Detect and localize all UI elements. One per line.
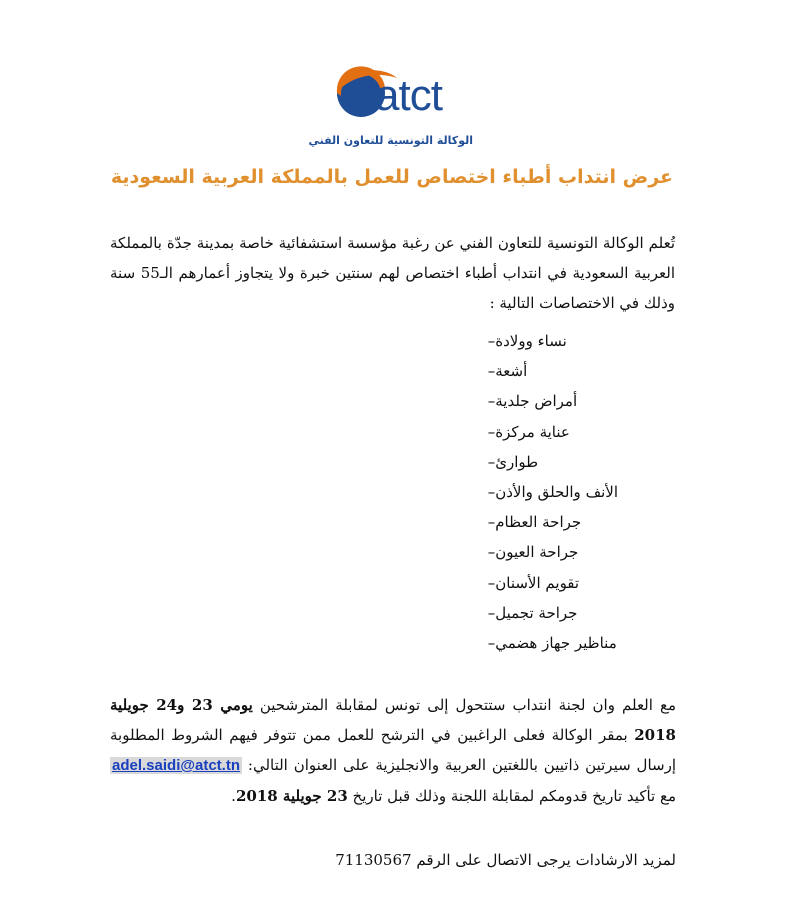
bullet-dash: – [487,422,496,441]
paragraph-text: مع العلم وان لجنة انتداب ستتحول إلى تونس لمقابلة المترشحين [252,696,676,714]
list-item [459,598,618,628]
list-item [459,447,618,477]
list-item [459,326,618,356]
bullet-dash: – [487,633,496,652]
paragraph-text: مع تأكيد تاريخ قدومكم لمقابلة اللجنة وذلك قبل تاريخ [347,787,676,805]
specialty-label: أمراض جلدية [495,392,578,411]
paragraph-text: بمقر الوكالة فعلى الراغبين في الترشح للعمل ممن تتوفر فيهم الشروط المطلوبة إرسال سيرتين ذاتيين باللغتين العربية والانجليزية على العنوان التالي: [110,726,676,774]
specialty-label: جراحة العظام [495,513,582,532]
intro-paragraph: تُعلم الوكالة التونسية للتعاون الفني عن رغبة مؤسسة استشفائية خاصة بمدينة جدّة بالمملكة العربية السعودية في انتداب أطباء اختصاص لهم سنتين خبرة ولا يتجاوز أعمارهم الـ55 سنة وذلك في الاختصاصات التالية : [110,234,676,312]
bullet-dash: – [487,513,496,532]
list-item [459,537,618,567]
list-item [459,386,618,416]
bullet-dash: – [487,362,496,381]
bullet-dash: – [487,573,496,592]
bullet-dash: – [487,392,496,411]
page-title: عرض انتداب أطباء اختصاص للعمل بالمملكة العربية السعودية [110,166,673,188]
specialty-label: جراحة تجميل [495,603,578,622]
list-item [459,417,618,447]
specialty-label: نساء وولادة [495,332,567,351]
list-item [459,477,618,507]
email-link[interactable]: adel.saidi@atct.tn [112,757,240,774]
logo-subtitle: الوكالة التونسية للتعاون الفني [308,134,473,147]
specialties-list [459,326,618,658]
interview-dates: يومي 23 و24 جويلية 2018 [110,696,676,744]
bullet-dash: – [487,603,496,622]
specialty-label: تقويم الأسنان [495,573,580,592]
atct-logo [308,38,475,147]
list-item [459,568,618,598]
list-item [459,628,618,658]
bullet-dash: – [487,483,496,502]
specialty-label: مناظير جهاز هضمي [495,633,617,652]
paragraph-end: . [231,787,236,805]
specialty-label: طوارئ [495,452,539,471]
deadline-date: 23 جويلية 2018 [235,787,348,805]
list-item [459,507,618,537]
bullet-dash: – [487,452,496,471]
logo-wordmark: atct [375,71,442,120]
specialty-label: جراحة العيون [495,543,579,562]
specialty-label: عناية مركزة [495,422,570,441]
application-paragraph [110,690,676,811]
list-item [459,356,618,386]
specialty-label: الأنف والحلق والأذن [495,483,618,502]
specialty-label: أشعة [495,362,528,381]
bullet-dash: – [487,543,496,562]
bullet-dash: – [487,332,496,351]
contact-line: لمزيد الارشادات يرجى الاتصال على الرقم 71130567 [335,851,676,869]
